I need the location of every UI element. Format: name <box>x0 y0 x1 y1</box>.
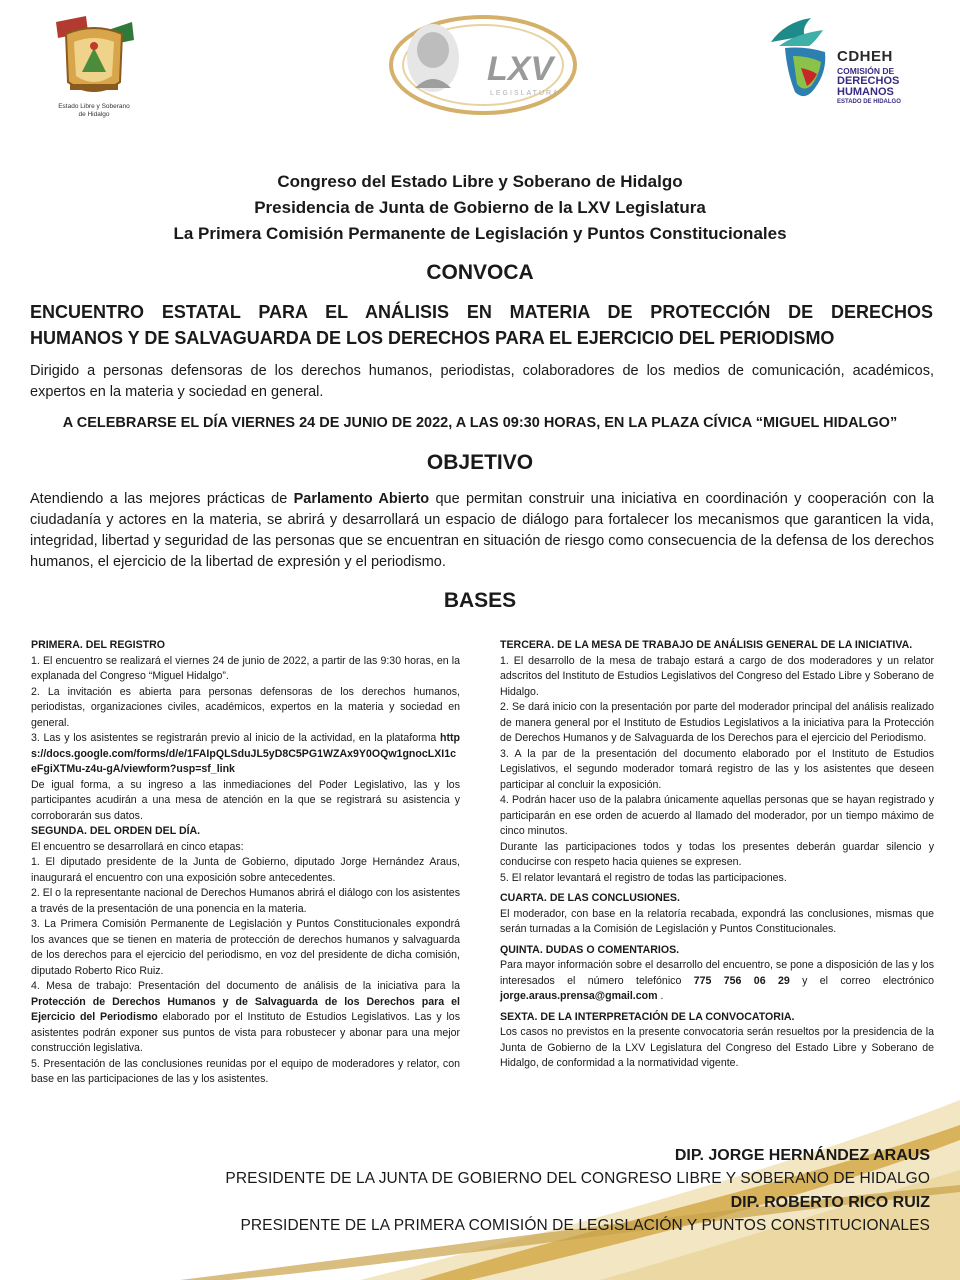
primera-item-3: 3. Las y los asistentes se registrarán previo al inicio de la actividad, en la plataforma https://docs.google.com/forms/d/e/1FAIpQLSduJL5yD8C5PG1WZAx9Y0OQw1gnocLXI1ceFgiXTMu-z4u-gA/viewform?usp=sf_link <box>31 732 460 775</box>
quinta-heading: QUINTA. DUDAS O COMENTARIOS. <box>500 943 680 956</box>
lxv-legislatura-logo <box>385 10 580 115</box>
primera-item-4: De igual forma, a su ingreso a las inmediaciones del Poder Legislativo, las y los participantes acudirán a una mesa de atención en la que se registrará su asistencia y corroborarán sus datos. <box>31 778 460 822</box>
primera-heading: PRIMERA. DEL REGISTRO <box>31 639 166 651</box>
segunda-item-3: 3. La Primera Comisión Permanente de Legislación y Puntos Constitucionales expondrá los avances que se tienen en materia de protección de derechos humanos y salvaguarda de los derechos para el ejercicio del periodismo, en voz del presidente de dicha comisión, diputado Roberto Rico Ruiz. <box>31 918 460 977</box>
presidency-title: Presidencia de Junta de Gobierno de la LXV Legislatura <box>254 198 706 217</box>
registration-form-link[interactable]: https://docs.google.com/forms/d/e/1FAIpQLSduJL5yD8C5PG1WZAx9Y0OQw1gnocLXI1ceFgiXTMu-z4u-gA/viewform?usp=sf_link <box>31 732 460 775</box>
contact-phone[interactable]: 775 756 06 29 <box>693 974 790 987</box>
event-title-line-2: HUMANOS Y DE SALVAGUARDA DE LOS DERECHOS PARA EL EJERCICIO DEL PERIODISMO <box>30 328 835 348</box>
signatory-1-name: DIP. JORGE HERNÁNDEZ ARAUS <box>674 1147 930 1164</box>
segunda-item-1: 1. El diputado presidente de la Junta de Gobierno, diputado Jorge Hernández Araus, inaugurará el encuentro con una exposición sobre antecedentes. <box>31 856 460 884</box>
segunda-item-5: 5. Presentación de las conclusiones reunidas por el equipo de moderadores y relator, con base en las participaciones de las y los asistentes. <box>31 1057 460 1085</box>
objetivo-heading: OBJETIVO <box>426 451 534 474</box>
lxv-text: LXV <box>487 50 554 88</box>
parlamento-abierto-emphasis: Parlamento Abierto <box>293 491 430 507</box>
tercera-item-4: 4. Podrán hacer uso de la palabra únicamente aquellas personas que se hayan registrado y participarán en ese orden de acuerdo al llamado del moderador, por un tiempo máximo de cinco minutos. <box>500 794 934 837</box>
tercera-item-4b: Durante las participaciones todos y todas los presentes deberán guardar silencio y conducirse con respeto hacia quienes se expresen. <box>500 840 934 868</box>
hidalgo-coat-of-arms-logo <box>48 12 140 122</box>
cuarta-item-1: El moderador, con base en la relatoría recabada, expondrá las conclusiones, mismas que serán turnadas a la Comisión de Legislación y Puntos Constitucionales. <box>500 907 934 935</box>
event-title <box>30 299 933 351</box>
signatory-1-role: PRESIDENTE DE LA JUNTA DE GOBIERNO DEL CONGRESO LIBRE Y SOBERANO DE HIDALGO <box>225 1170 930 1187</box>
bases-right-column <box>500 638 934 1072</box>
signatory-2-role: PRESIDENTE DE LA PRIMERA COMISIÓN DE LEGISLACIÓN Y PUNTOS CONSTITUCIONALES <box>240 1217 930 1234</box>
objetivo-paragraph: Atendiendo a las mejores prácticas de Parlamento Abierto que permitan construir una iniciativa en coordinación y cooperación con la ciudadanía y actores en la materia, se abrirá y desarrollará un espacio de diálogo para fortalecer los mecanismos que garanticen la vida, integridad, libertad y seguridad de las personas que se encuentran en situación de riesgo como consecuencia de la defensa de los derechos humanos, el ejercicio de la libertad de expresión y el periodismo. <box>30 491 934 570</box>
sexta-heading: SEXTA. DE LA INTERPRETACIÓN DE LA CONVOCATORIA. <box>500 1010 795 1023</box>
segunda-intro: El encuentro se desarrollará en cinco etapas: <box>31 840 244 853</box>
bases-left-column <box>31 638 460 1088</box>
commission-title: La Primera Comisión Permanente de Legislación y Puntos Constitucionales <box>173 224 787 243</box>
dove-map-icon <box>765 12 835 107</box>
tercera-item-2: 2. Se dará inicio con la presentación por parte del moderador principal del análisis realizado de manera general por el Instituto de Estudios Legislativos a la iniciativa para la Protección de Derechos Humanos y de Salvaguarda de los Derechos para el ejercicio del Periodismo. <box>500 701 934 744</box>
event-date-line: A CELEBRARSE EL DÍA VIERNES 24 DE JUNIO DE 2022, A LAS 09:30 HORAS, EN LA PLAZA CÍVICA “MIGUEL HIDALGO” <box>62 415 898 431</box>
legislatura-text: LEGISLATURA <box>490 90 560 97</box>
contact-email[interactable]: jorge.araus.prensa@gmail.com <box>500 990 658 1002</box>
segunda-item-2: 2. El o la representante nacional de Derechos Humanos abrirá el diálogo con los asistentes a través de la presentación de una ponencia en la materia. <box>31 887 460 915</box>
tercera-item-1: 1. El desarrollo de la mesa de trabajo estará a cargo de dos moderadores y un relator adscritos del Instituto de Estudios Legislativos del Congreso del Estado Libre y Soberano de Hidalgo. <box>500 654 934 698</box>
primera-item-2: 2. La invitación es abierta para personas defensoras de los derechos humanos, periodistas, organizaciones civiles, académicos, expertos en la materia y sociedad en general. <box>31 685 460 729</box>
quinta-item-1: Para mayor información sobre el desarrollo del encuentro, se pone a disposición de las y los interesados el número telefónico 775 756 06 29 y el correo electrónico jorge.araus.prensa@gmail.com . <box>500 959 934 1002</box>
tercera-item-3: 3. A la par de la presentación del documento elaborado por el Instituto de Estudios Legislativos, el segundo moderador tomará registro de las y los asistentes que deseen participar al concluir la exposición. <box>500 747 934 791</box>
tercera-heading: TERCERA. DE LA MESA DE TRABAJO DE ANÁLISIS GENERAL DE LA INICIATIVA. <box>500 639 913 651</box>
sexta-item-1: Los casos no previstos en la presente convocatoria serán resueltos por la presidencia de la Junta de Gobierno de la LXV Legislatura del Congreso del Estado Libre y Soberano de Hidalgo, de conformidad a la normatividad vigente. <box>500 1026 934 1069</box>
cdheh-subtitle: COMISIÓN DE DERECHOS HUMANOS ESTADO DE HIDALGO <box>837 66 901 105</box>
cuarta-heading: CUARTA. DE LAS CONCLUSIONES. <box>500 892 680 904</box>
segunda-heading: SEGUNDA. DEL ORDEN DEL DÍA. <box>31 825 201 837</box>
cdheh-logo <box>765 12 915 112</box>
segunda-item-4: 4. Mesa de trabajo: Presentación del documento de análisis de la iniciativa para la Protección de Derechos Humanos y de Salvaguarda de los Derechos para el Ejercicio del Periodismo elaborado por el Instituto de Estudios Legislativos. Las y los asistentes podrán exponer sus puntos de vista para robustecer y abonar para una mejor construcción legislativa. <box>31 980 460 1054</box>
left-logo-caption: Estado Libre y Soberano de Hidalgo <box>58 103 130 118</box>
bases-heading: BASES <box>443 589 517 612</box>
tercera-item-5: 5. El relator levantará el registro de todas las participaciones. <box>500 871 787 884</box>
congress-title: Congreso del Estado Libre y Soberano de Hidalgo <box>277 172 683 191</box>
coat-of-arms-icon <box>48 12 140 102</box>
signatory-2-name: DIP. ROBERTO RICO RUIZ <box>730 1194 930 1211</box>
event-title-line-1: ENCUENTRO ESTATAL PARA EL ANÁLISIS EN MATERIA DE PROTECCIÓN DE DERECHOS <box>30 302 933 322</box>
audience-paragraph: Dirigido a personas defensoras de los derechos humanos, periodistas, colaboradores de los medios de comunicación, académicos, expertos en la materia y sociedad en general. <box>30 363 934 400</box>
convoca-heading: CONVOCA <box>426 261 534 284</box>
cdheh-brand-text: CDHEH <box>837 48 893 65</box>
primera-item-1: 1. El encuentro se realizará el viernes 24 de junio de 2022, a partir de las 9:30 horas, en la explanada del Congreso “Miguel Hidalgo”. <box>31 654 460 682</box>
